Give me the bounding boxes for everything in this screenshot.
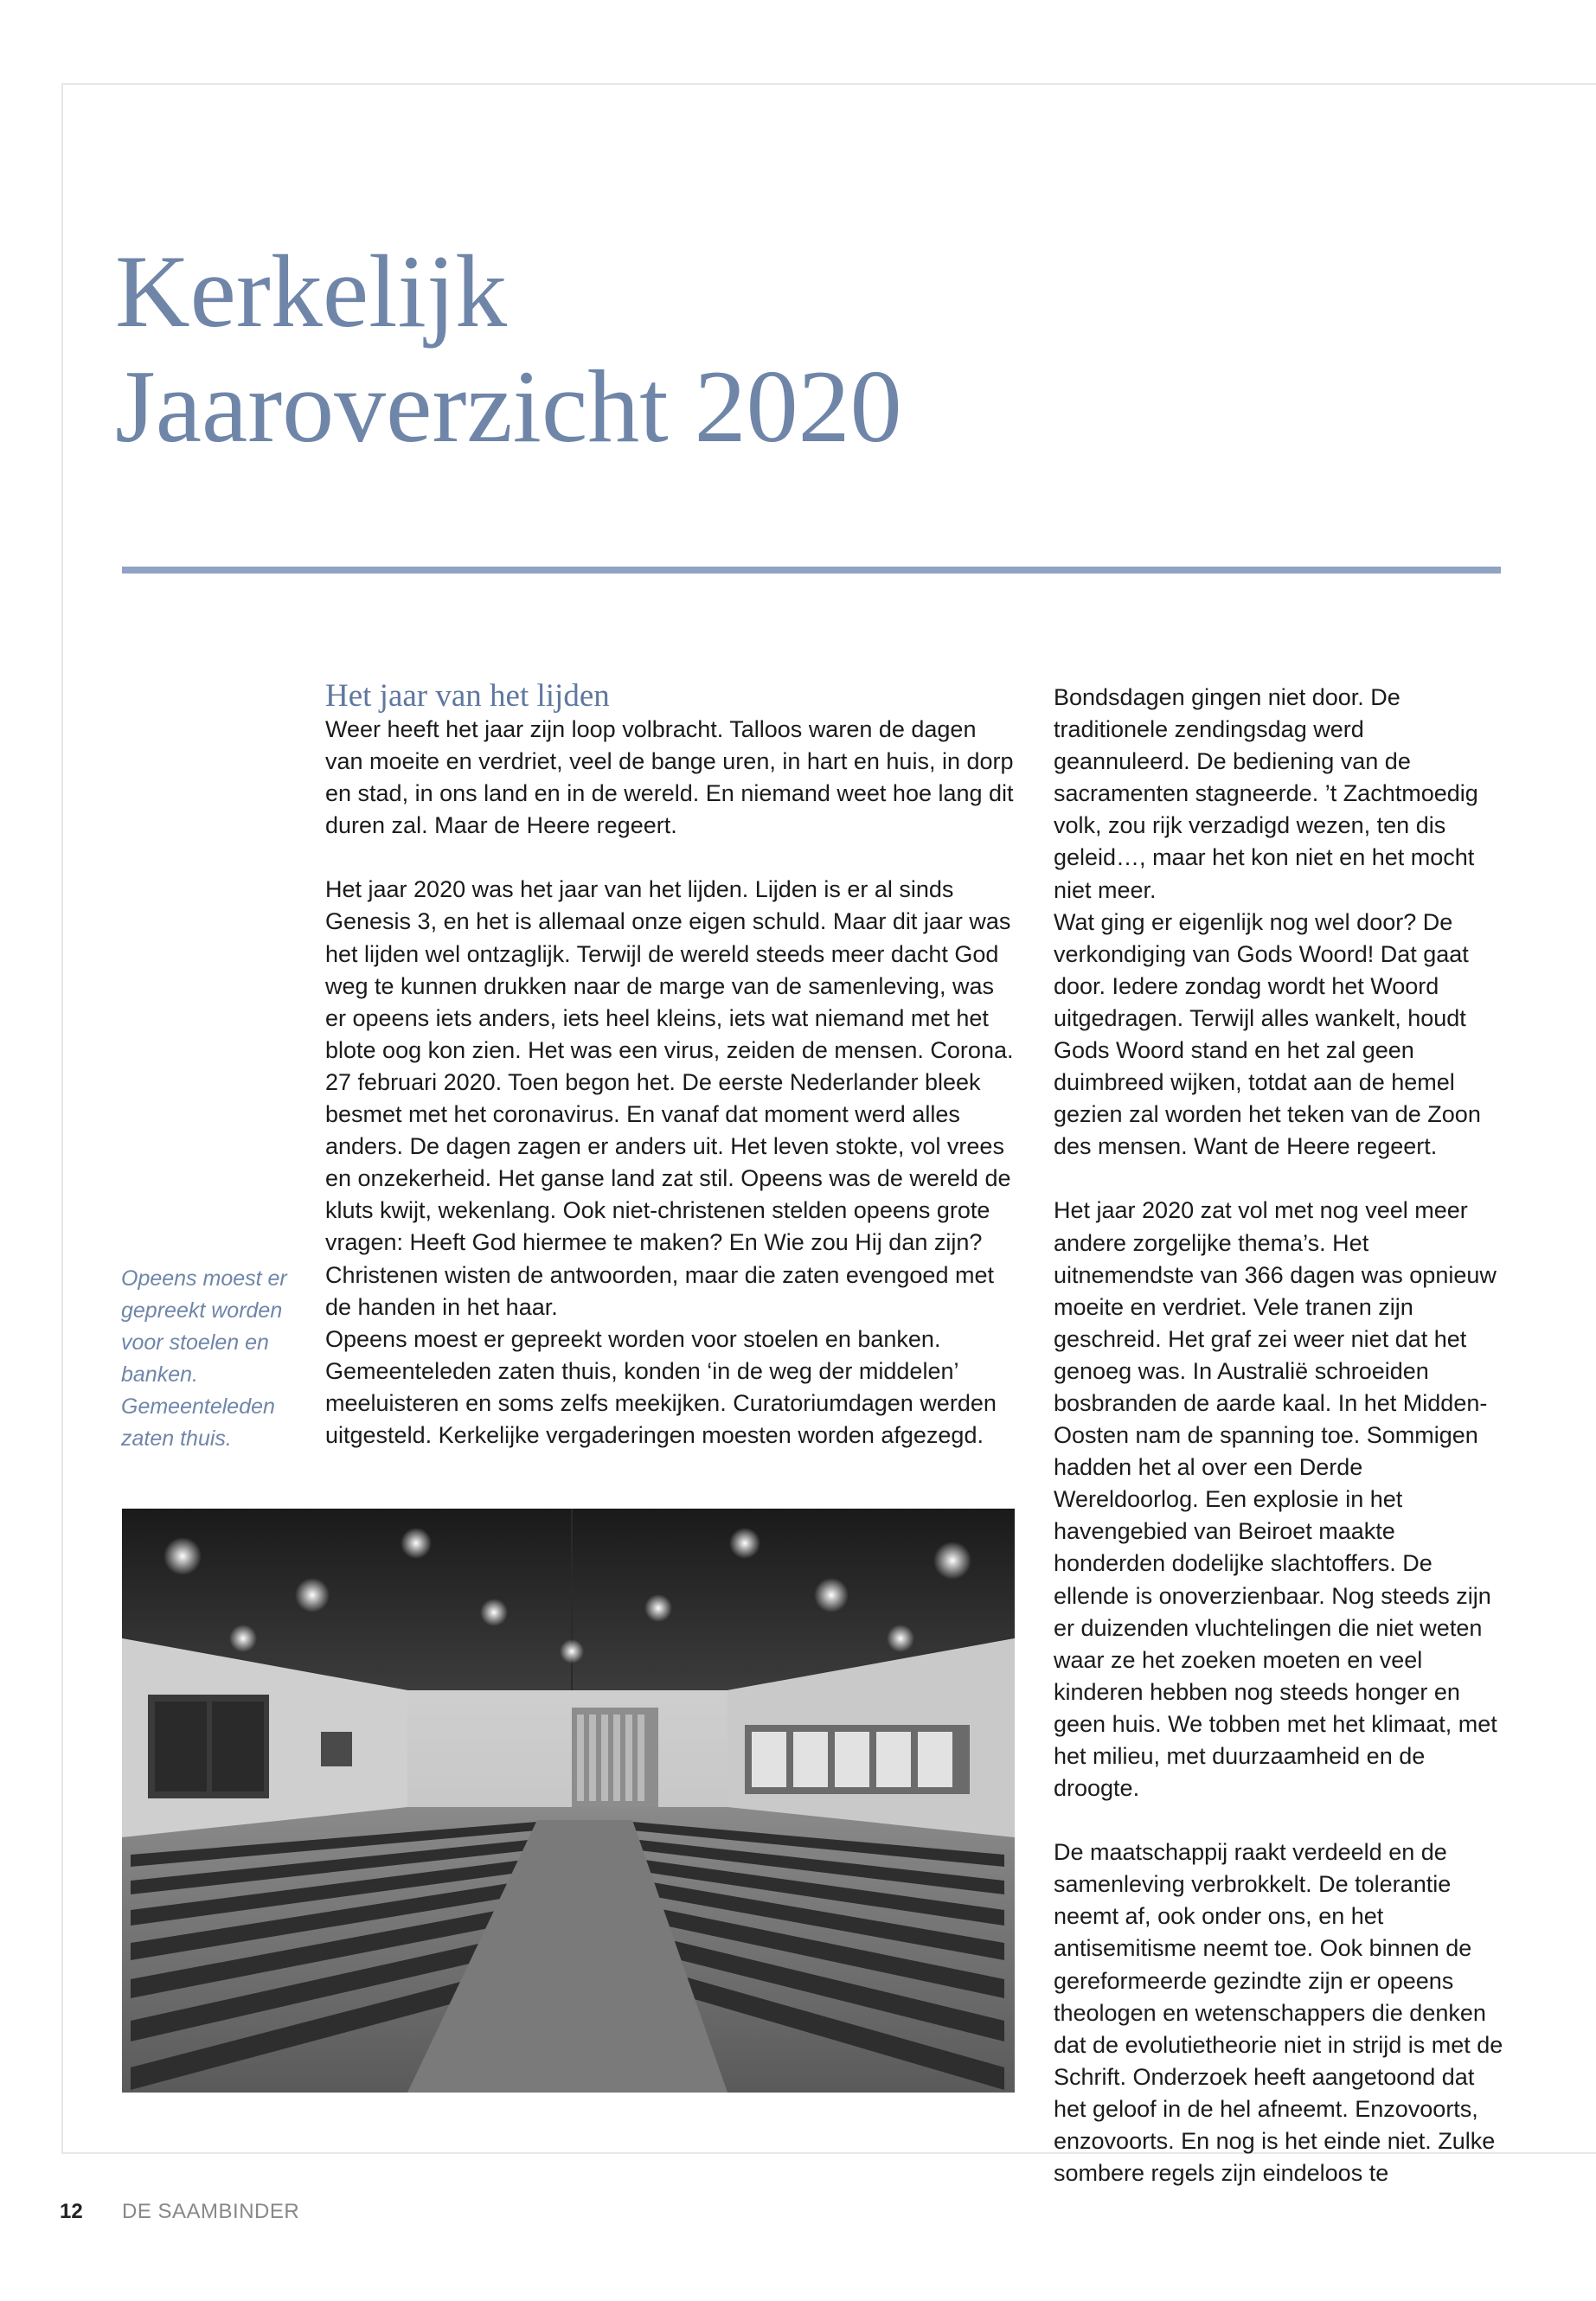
title-divider — [122, 567, 1501, 574]
section-heading: Het jaar van het lijden — [325, 678, 610, 714]
article-column-middle — [325, 679, 1017, 1452]
magazine-name: DE SAAMBINDER — [122, 2200, 300, 2223]
pull-quote: Opeens moest er gepreekt worden voor stoelen en banken. Gemeenteleden zaten thuis. — [121, 1266, 287, 1451]
title-line-2: Jaaroverzicht 2020 — [115, 349, 902, 464]
paragraph: Het jaar 2020 zat vol met nog veel meer andere zorgelijke thema’s. Het uitnemendste van 366 dagen was opnieuw moeite en verdriet. Vele tranen zijn geschreid. Het graf zei weer niet dat het genoeg was. In Australië schroeiden bosbranden de aarde kaal. In het Midden-Oosten nam de spanning toe. Sommigen hadden het al over een Derde Wereldoorlog. Een explosie in het havengebied van Beiroet maakte honderden dodelijke slachtoffers. De ellende is onoverzienbaar. Nog steeds zijn er duizenden vluchtelingen die niet weten waar ze het zoeken moeten en veel kinderen hebben nog steeds honger en geen huis. We tobben met het klimaat, met het milieu, met duurzaamheid en de droogte. — [1054, 1197, 1497, 1802]
title-line-1: Kerkelijk — [115, 234, 508, 349]
church-interior-photo — [122, 1509, 1015, 2093]
paragraph: De maatschappij raakt verdeeld en de samenleving verbrokkelt. De tolerantie neemt af, ook onder ons, en het antisemitisme neemt toe. Ook binnen de gereformeerde gezindte zijn er opeens theologen en wetenschappers die denken dat de evolutietheorie niet in strijd is met de Schrift. Onderzoek heeft aangetoond dat het geloof in de hel afneemt. Enzovoorts, enzovoorts. En nog is het einde niet. Zulke sombere regels zijn eindeloos te — [1054, 1839, 1503, 2187]
paragraph: 27 februari 2020. Toen begon het. De eerste Nederlander bleek besmet met het coronavirus. En vanaf dat moment werd alles anders. De dagen zagen er anders uit. Het leven stokte, vol vrees en onzekerheid. Het ganse land zat stil. Opeens was de wereld de kluts kwijt, wekenlang. Ook niet-christenen stelden opeens grote vragen: Heeft God hiermee te maken? En Wie zou Hij dan zijn? Christenen wisten de antwoorden, maar die zaten evengoed met de handen in het haar. — [325, 1068, 1011, 1320]
paragraph: Bondsdagen gingen niet door. De traditionele zendingsdag werd geannuleerd. De bediening van de sacramenten stagneerde. ’t Zachtmoedig volk, zou rijk verzadigd wezen, ten dis geleid…, maar het kon niet en het mocht niet meer. — [1054, 684, 1478, 903]
page-number: 12 — [60, 2200, 83, 2223]
article-column-right — [1054, 682, 1503, 2189]
page-title — [115, 234, 902, 464]
paragraph: Wat ging er eigenlijk nog wel door? De verkondiging van Gods Woord! Dat gaat door. Iedere zondag wordt het Woord uitgedragen. Terwijl alles wankelt, houdt Gods Woord stand en het zal geen duimbreed wijken, totdat aan de hemel gezien zal worden het teken van de Zoon des mensen. Want de Heere regeert. — [1054, 908, 1481, 1160]
paragraph: Weer heeft het jaar zijn loop volbracht. Talloos waren de dagen van moeite en verdriet, veel de bange uren, in hart en huis, in dorp en stad, in ons land en in de wereld. En niemand weet hoe lang dit duren zal. Maar de Heere regeert. — [325, 716, 1014, 839]
paragraph: Het jaar 2020 was het jaar van het lijden. Lijden is er al sinds Genesis 3, en het is allemaal onze eigen schuld. Maar dit jaar was het lijden wel ontzaglijk. Terwijl de wereld steeds meer dacht God weg te kunnen drukken naar de marge van de samenleving, was er opeens iets anders, iets heel kleins, iets wat niemand met het blote oog kon zien. Het was een virus, zeiden de mensen. Corona. — [325, 876, 1014, 1063]
paragraph: Opeens moest er gepreekt worden voor stoelen en banken. Gemeenteleden zaten thuis, konden ‘in de weg der middelen’ meeluisteren en soms zelfs meekijken. Curatoriumdagen werden uitgesteld. Kerkelijke vergaderingen moesten worden afgezegd. — [325, 1325, 997, 1448]
